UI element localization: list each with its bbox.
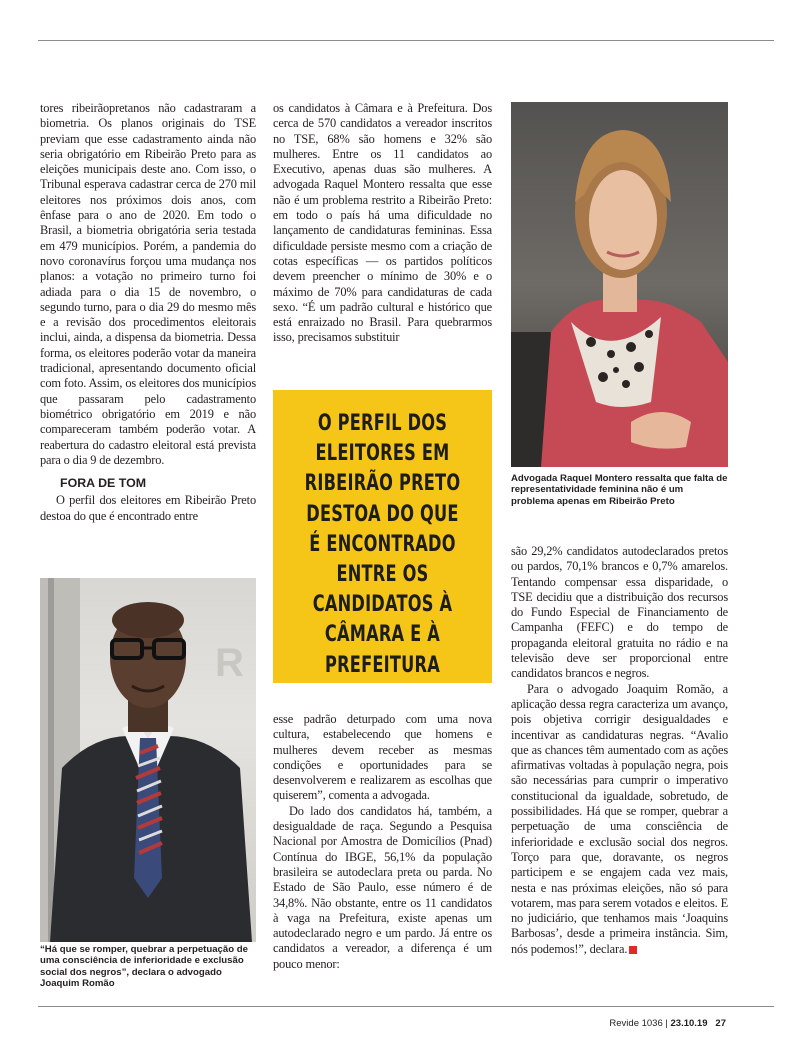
issue-date: 23.10.19 [670,1018,708,1029]
text-column-2-top [273,101,492,346]
paragraph: tores ribeirãopretanos não cadastraram a biometria. Os planos originais do TSE previam que esse cadastramento ainda não seria obrigatório em Ribeirão Preto para as eleições municipais deste ano. Com isso, o Tribunal esperava cadastrar cerca de 270 mil eleitores nos próximos dois anos, com ênfase para o ano de 2020. Em todo o Brasil, a biometria obrigatória seria testada em 479 municípios. Porém, a pandemia do novo coronavírus forçou uma mudança nos planos: a votação no primeiro turno foi adiada para o dia 15 de novembro, o segundo turno, para o dia 29 do mesmo mês e a revisão dos procedimentos eleitorais inclui, ainda, a dispensa da biometria. Dessa forma, os eleitores poderão votar da maneira tradicional, apresentando documento oficial com foto. Assim, os eleitores dos municípios que passaram pelo cadastramento biométrico obrigatório em 2019 e não compareceram também poderão votar. A reabertura do cadastro eleitoral está prevista para o dia 9 de dezembro. [40,101,256,467]
paragraph [511,682,728,957]
paragraph: os candidatos à Câmara e à Prefeitura. Dos cerca de 570 candidatos a vereador inscritos no TSE, 68% são homens e 32% são mulheres. Entre os 11 candidatos ao Executivo, apenas duas são mulheres. A advogada Raquel Montero ressalta que esse não é um problema restrito a Ribeirão Preto: em todo o país há uma dificuldade no lançamento de candidaturas femininas. Essa dificuldade persiste mesmo com a criação de cotas específicas — os partidos políticos devem preencher o mínimo de 30% e o máximo de 70% para candidaturas de cada sexo. “É um padrão cultural e histórico que está enraizado no Brasil. Para quebrarmos isso, precisamos substituir [273,101,492,345]
magazine-issue: Revide 1036 [609,1018,663,1029]
woman-portrait [511,102,728,467]
page-number: 27 [715,1018,726,1029]
footer-separator: | [665,1018,668,1029]
end-mark-icon: R [629,946,637,954]
paragraph: são 29,2% candidatos autodeclarados pretos ou pardos, 70,1% brancos e 0,7% amarelos. Tentando compensar essa disparidade, o TSE decidiu que a distribuição dos recursos do Fundo Especial de Financiamento de Campanha (FEFC) e do tempo de propaganda eleitoral gratuita no rádio e na televisão deve ser proporcional entre candidatos brancos e negros. [511,544,728,681]
bottom-rule [38,1006,774,1007]
text-column-2-bottom [273,712,492,972]
paragraph: Do lado dos candidatos há, também, a desigualdade de raça. Segundo a Pesquisa Nacional por Amostra de Domicílios (Pnad) Contínua do IBGE, 56,1% da população brasileira se autodeclara preta ou parda. No Estado de São Paulo, esse número é de 34,8%. Não obstante, entre os 11 candidatos à vaga na Prefeitura, existe apenas um autodeclarado negro e um pardo. Já entre os candidatos a vereador, a diferença é um pouco menor: [273,803,492,971]
man-portrait [40,578,256,942]
pull-quote: O PERFIL DOS ELEITORES EM RIBEIRÃO PRETO DESTOA DO QUE É ENCONTRADO ENTRE OS CANDIDATOS À CÂMARA E À PREFEITURA [304,410,461,678]
photo-raquel-montero [511,102,728,467]
text-column-1 [40,101,256,524]
paragraph-text: Para o advogado Joaquim Romão, a aplicação dessa regra caracteriza um avanço, pois objetiva corrigir desigualdades e incentivar as candidaturas negras. “Avalio que as chances têm aumentado com as ações afirmativas voltadas à população negra, pois são necessárias para cumprir o imperativo constitucional da igualdade, sobretudo, de possibilidades. Há que se romper, quebrar a perpetuação de uma consciência de inferioridade e exclusão social dos negros. Torço para que, doravante, os negros participem e se engajem cada vez mais, nesta e nas próximas eleições, não só para votarem, mas para serem votados e eleitos. E no judiciário, que tenhamos mais ‘Joaquins Barbosas’, desde a primeira instância. Sim, nós podemos!”, declara. [511,681,728,956]
photo-caption-man: “Há que se romper, quebrar a perpetuação de uma consciência de inferioridade e exclusão social dos negros”, declara o advogado Joaquim Romão [40,944,248,990]
subheading: FORA DE TOM [60,476,147,491]
paragraph: O perfil dos eleitores em Ribeirão Preto destoa do que é encontrado entre [40,493,256,523]
photo-joaquim-romao [40,578,256,942]
photo-caption-woman: Advogada Raquel Montero ressalta que falta de representatividade feminina não é um problema apenas em Ribeirão Preto [511,473,728,507]
page-footer [609,1018,726,1029]
svg-text:R: R [215,641,244,685]
top-rule [38,40,774,41]
paragraph: esse padrão deturpado com uma nova cultura, estabelecendo que homens e mulheres devem receber as mesmas condições e oportunidades para se desenvolverem e realizarem as escolhas que quiserem”, comenta a advogada. [273,712,492,803]
text-column-3 [511,544,728,957]
